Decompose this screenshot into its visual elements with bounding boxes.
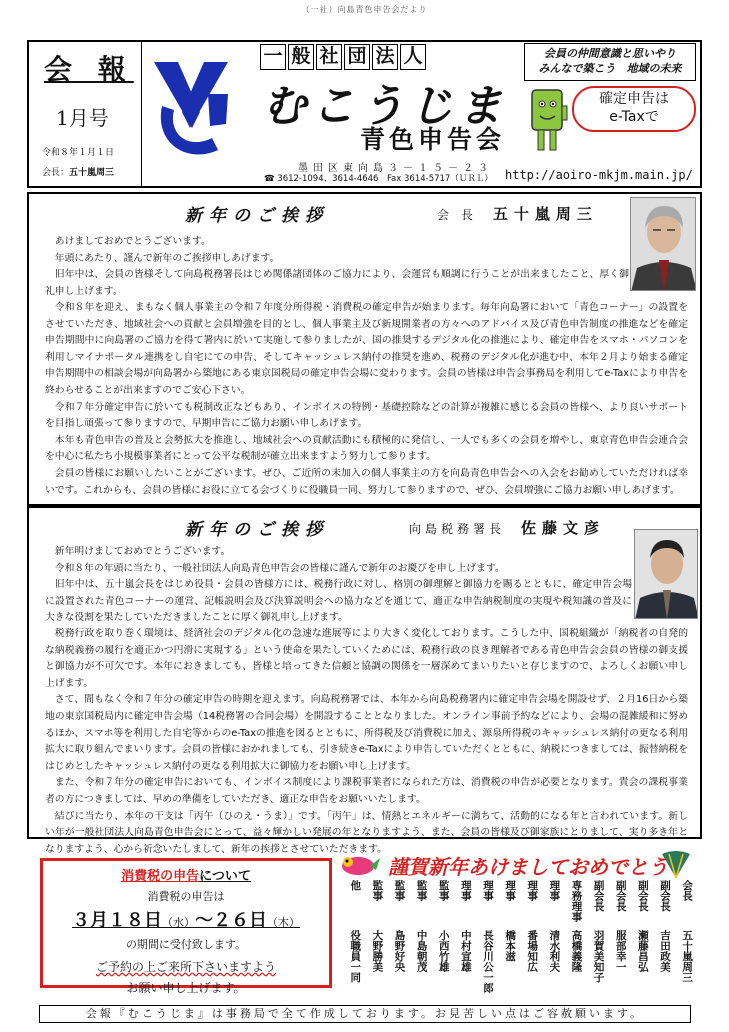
notice-title bbox=[43, 865, 329, 884]
officer-name: 高橋義隆 bbox=[570, 930, 583, 972]
notice-line-2: の期間に受付致します。 bbox=[125, 938, 247, 951]
slogan-line-2: みんなで築こう 地域の未来 bbox=[538, 62, 682, 75]
article-byline bbox=[437, 203, 598, 224]
corp-char: 人 bbox=[400, 44, 426, 70]
corp-char: 社 bbox=[316, 44, 342, 70]
corp-char: 一 bbox=[260, 44, 286, 70]
article-title: 新年のご挨拶 bbox=[185, 206, 329, 226]
chair-label: 会長： bbox=[42, 168, 70, 178]
officer-role: 副会長 bbox=[636, 880, 649, 912]
article-body bbox=[45, 544, 632, 627]
officer-entry bbox=[345, 880, 365, 1000]
notice-title-rest: について bbox=[199, 869, 251, 884]
officer-entry bbox=[389, 880, 409, 1000]
end-dow: （木） bbox=[267, 916, 300, 929]
officer-name: 役職員一同 bbox=[349, 930, 362, 983]
start-day: ３月１８日 bbox=[72, 910, 162, 931]
phone-fax: ☎ 3612-1094、3614-4646 Fax 3614-5717（ＵＲＬ） bbox=[264, 174, 493, 184]
officer-role: 理事 bbox=[548, 880, 561, 901]
mascot-icon bbox=[526, 86, 568, 158]
byline-name: 五十嵐周三 bbox=[492, 205, 598, 223]
etax-bubble bbox=[572, 86, 696, 132]
slogan-line-1: 会員の仲間意識と思いやり bbox=[544, 47, 676, 60]
officer-entry bbox=[522, 880, 542, 1000]
officer-name: 大野勝美 bbox=[371, 930, 384, 972]
paragraph: 結びに当たり、本年の干支は「丙午（ひのえ・うま）」です。「丙午」は、情熱とエネルギーに満ちて、活動的になる年と言われています。新しい年が一般社団法人向島青色申告会にとって、益々輝かしい発展の年となりますよう、また、会員の皆様及び御家族にとりまして、実り多き年となりますよう、心から祈念いたしまして、新年の挨拶とさせていただきます。 bbox=[45, 810, 688, 855]
officer-name: 小西竹雄 bbox=[437, 930, 450, 972]
bubble-line-1: 確定申告は bbox=[599, 91, 669, 107]
footer-note: 会報『むこうじま』は事務局で全て作成しております。お見苦しい点はご容赦願います。 bbox=[39, 1005, 691, 1023]
officer-entry bbox=[677, 880, 697, 1000]
notice-note-2: お願い申し上げます。 bbox=[126, 981, 246, 995]
paragraph: あけましておめでとうございます。 bbox=[54, 236, 211, 247]
corp-type bbox=[260, 44, 426, 70]
tax-office-greeting bbox=[27, 506, 702, 855]
officer-entry bbox=[588, 880, 608, 1000]
address: 墨田区東向島３－１５－２３ bbox=[298, 163, 493, 174]
byline-name: 佐藤文彦 bbox=[521, 519, 606, 537]
date-sep: ～ bbox=[195, 910, 213, 931]
officer-role: 専務理事 bbox=[570, 880, 583, 922]
notice-title-red: 消費税の申告 bbox=[121, 869, 200, 884]
officer-entry bbox=[367, 880, 387, 1000]
officer-role: 理事 bbox=[504, 880, 517, 901]
paragraph: 令和８年の年頭に当たり、一般社団法人向島青色申告会の皆様に謹んで新年のお慶びを申し上げます。 bbox=[54, 562, 505, 574]
officer-name: 島野好央 bbox=[393, 930, 406, 972]
article-body bbox=[45, 234, 629, 300]
corp-char: 法 bbox=[372, 44, 398, 70]
officer-entry bbox=[500, 880, 520, 1000]
officer-entry bbox=[566, 880, 586, 1000]
paragraph: 年頭にあたり、謹んで新年のご挨拶申しあげます。 bbox=[54, 252, 280, 264]
officer-role: 監事 bbox=[415, 880, 428, 901]
paragraph: さて、間もなく令和７年分の確定申告の時期を迎えます。向島税務署では、本年から向島税務署内に確定申告会場を開設せず、２月16日から築地の東京国税局内に確定申告会場（14税務署の合同会場）を開設することとなりました。オンライン事前予約などにより、会場の混雑緩和に努めるほか、スマホ等を利用した自宅等からのe-Taxの推進を図るとともに、所得税及び消費税に加え、源泉所得税のキャッシュレス納付の更なる利用拡大に取り組んでまいります。会員の皆様におかれましても、引き続きe-Taxにより申告していただくとともに、納税につきましては、振替納税をはじめとしたキャッシュレス納付の更なる利用拡大に御協力をお願い申し上げます。 bbox=[45, 694, 688, 772]
officer-name: 瀬藤昌弘 bbox=[636, 930, 649, 972]
officer-role: 会長 bbox=[681, 880, 694, 901]
officer-role: 他 bbox=[349, 880, 362, 891]
byline-role: 向島税務署長 bbox=[409, 522, 506, 536]
banner-text: 謹賀新年あけましておめでとう bbox=[388, 855, 668, 879]
issue-number: 1月号 bbox=[56, 106, 109, 130]
officer-entry bbox=[633, 880, 653, 1000]
paragraph: 本年も青色申告の普及と会勢拡大を推進し、地域社会への貢献活動にも積極的に発信し、一人でも多くの会員を増やし、東京青色申告会連合会を中心に私たち小規模事業者にとって公平な税制が確立出来ますよう努力して参ります。 bbox=[45, 434, 688, 463]
paragraph: 令和８年を迎え、まもなく個人事業主の令和７年度分所得税・消費税の確定申告が始まります。毎年向島署において「青色コーナー」の設置をさせていただき、地域社会への貢献と会員増強を目的とし、個人事業主及び新規開業者の方々へのアドバイス及び青色申告制度の推進などを確定申告期間中に向島署のご協力を得て署内に於いて実施して参りましたが、国の推奨するデジタル化の推進により、確定申告をスマホ・パソコンを利用しマイナポータル連携をし自宅にての申告、そしてキャッシュレス納付の推奨を進め、税務のデジタル化が進む中、本年２月より始まる確定申告期間中の相談会場が向島署から築地にある東京国税局の確定申告会場に変わります。会員の皆様は申告会事務局を利用してe-Taxにより申告を終わらせることが出来ますのでご安心下さい。 bbox=[45, 302, 688, 396]
officer-role: 副会長 bbox=[592, 880, 605, 912]
notice-note-1: ご予約の上ご来所下さいますよう bbox=[95, 960, 276, 974]
officer-role: 理事 bbox=[526, 880, 539, 901]
bubble-line-2: e-Taxで bbox=[609, 109, 659, 125]
officer-name: 五十嵐周三 bbox=[681, 930, 694, 983]
new-year-banner bbox=[336, 848, 698, 882]
officer-entry bbox=[544, 880, 564, 1000]
officer-role: 理事 bbox=[459, 880, 472, 901]
chair-greeting bbox=[27, 192, 702, 506]
officer-entry bbox=[456, 880, 476, 1000]
chair-photo bbox=[630, 197, 696, 291]
website-link[interactable]: http://aoiro-mkjm.main.jp/ bbox=[505, 168, 693, 182]
corp-char: 団 bbox=[344, 44, 370, 70]
officer-list bbox=[345, 880, 697, 1000]
slogan bbox=[524, 43, 696, 81]
brand-name: むこうじま bbox=[262, 81, 507, 132]
officer-name: 中村宣雄 bbox=[459, 930, 472, 972]
officer-name: 吉田政美 bbox=[659, 930, 671, 972]
start-dow: （水） bbox=[162, 916, 195, 929]
officer-name: 清水利夫 bbox=[548, 930, 561, 972]
consumption-tax-notice bbox=[40, 858, 332, 995]
byline-role: 会 長 bbox=[437, 208, 477, 222]
officer-role: 監事 bbox=[371, 880, 384, 901]
dragon-icon bbox=[342, 857, 380, 875]
issue-date: 令和８年１月１日 bbox=[42, 148, 115, 158]
paragraph: また、令和７年分の確定申告においても、インボイス制度により課税事業者になられた方は、消費税の申告が必要となります。貴会の課税事業者の方につきましては、早めの準備をしていただき、適正な申告をお願いいたします。 bbox=[45, 777, 688, 805]
portrait-icon bbox=[635, 530, 698, 619]
chair-line bbox=[42, 165, 114, 178]
officer-name: 羽賀美知子 bbox=[592, 930, 605, 983]
officer-entry bbox=[655, 880, 675, 1000]
article-body bbox=[45, 626, 688, 858]
notice-dates bbox=[43, 906, 329, 932]
association-logo bbox=[148, 54, 234, 166]
officer-role: 監事 bbox=[437, 880, 450, 901]
officer-role: 副会長 bbox=[659, 880, 671, 912]
notice-line-1: 消費税の申告は bbox=[147, 890, 225, 903]
article-byline bbox=[409, 517, 605, 538]
article-title: 新年のご挨拶 bbox=[185, 520, 329, 540]
paragraph: 会員の皆様にお願いしたいことがございます。ぜひ、ご近所の未加入の個人事業主の方を向島青色申告会への入会をお勧めしていただければ幸いです。これからも、会員の皆様にお役に立てる会づくりに役職員一同、努力して参りますので、ぜひ、会員増強にご協力お願い申しあげます。 bbox=[45, 467, 688, 496]
officer-entry bbox=[611, 880, 631, 1000]
officer-entry bbox=[434, 880, 454, 1000]
officer-name: 長谷川公一郎 bbox=[482, 930, 494, 993]
org-name: 青色申告会 bbox=[360, 125, 506, 154]
officer-name: 番場知広 bbox=[526, 930, 539, 972]
officer-role: 監事 bbox=[393, 880, 406, 901]
paragraph: 新年明けましておめでとうございます。 bbox=[54, 546, 231, 557]
paragraph: 税務行政を取り巻く環境は、経済社会のデジタル化の急速な進展等により大きく変化しております。こうした中、国税組織が「納税者の自発的な納税義務の履行を適正かつ円滑に実現する」という使命を果たしていくためには、税務行政の良き理解者である青色申告会会員の皆様の御支援と御協力が不可欠です。本年におきましても、皆様と培ってきた信頼と協調の関係を一層深めてまいりたいと存じますので、よろしくお願い申し上げます。 bbox=[45, 628, 688, 689]
portrait-icon bbox=[631, 198, 696, 291]
paragraph: 令和７年分確定申告に於いても税制改正などもあり、インボイスの特例・基礎控除などの計算が複雑に感じる会員の皆様へ、より良いサポートを目指し頑張って参りますので、早期申告にご協力お願い申しあげます。 bbox=[45, 401, 688, 430]
officer-name: 服部幸一 bbox=[614, 930, 627, 972]
officer-entry bbox=[411, 880, 431, 1000]
chair-name: 五十嵐周三 bbox=[69, 168, 115, 178]
officer-name: 橋本滋 bbox=[504, 930, 517, 962]
officer-entry bbox=[478, 880, 498, 1000]
director-photo bbox=[634, 529, 698, 619]
corp-char: 般 bbox=[288, 44, 314, 70]
end-day: ２６日 bbox=[213, 910, 267, 931]
top-caption: （一社）向島青色申告会だより bbox=[301, 5, 428, 14]
kaiho-heading: 会 報 bbox=[44, 53, 134, 86]
paragraph: 旧年中は、五十嵐会長をはじめ役員・会員の皆様方には、税務行政に対し、格別の御理解と御協力を賜るとともに、確定申告会場に設置された青色コーナーの運営、記帳説明会及び決算説明会への協力などを通じて、適正な申告納税制度の実現や税知識の普及に大きな役割を果たしていただきましたことに厚く御礼申し上げます。 bbox=[45, 579, 632, 624]
paragraph: 旧年中は、会員の皆様そして向島税務署長はじめ関係諸団体のご協力により、会運営も順調に行うことが出来ましたこと、厚く御礼申し上げます。 bbox=[45, 269, 629, 297]
officer-role: 理事 bbox=[482, 880, 494, 901]
article-body bbox=[45, 300, 688, 499]
officer-role: 副会長 bbox=[614, 880, 627, 912]
officer-name: 中島朝茂 bbox=[415, 930, 428, 972]
